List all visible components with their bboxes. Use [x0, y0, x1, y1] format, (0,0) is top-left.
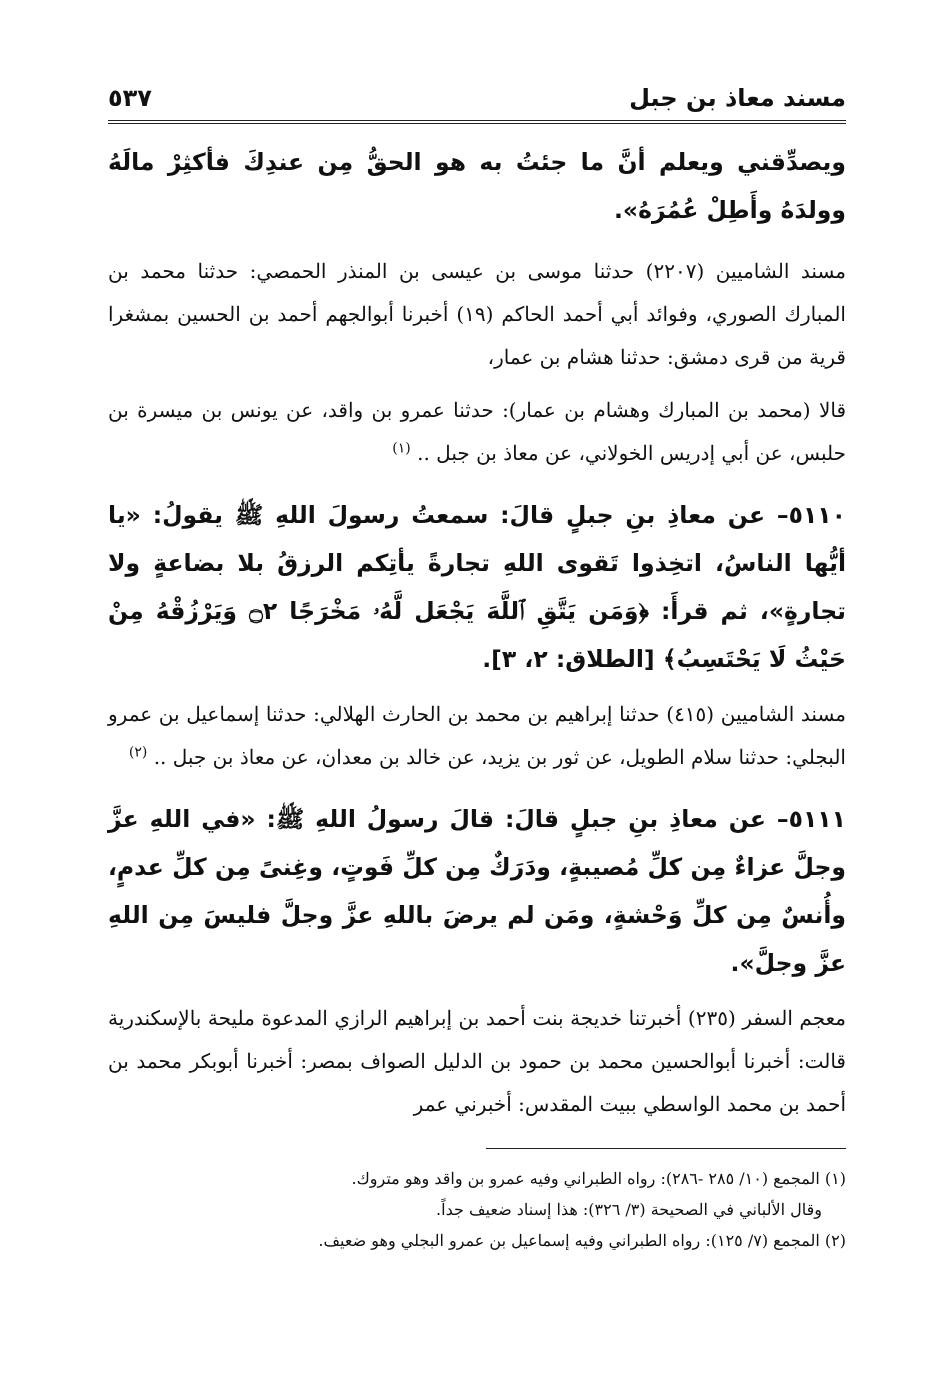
footnote-1-continuation: وقال الألباني في الصحيحة (٣/ ٣٢٦): هذا إسناد ضعيف جداً.: [436, 1200, 822, 1219]
footnote-rule: [486, 1148, 846, 1149]
footnotes: [108, 1163, 846, 1256]
header-rule: [108, 120, 846, 124]
source-paragraph-3: [108, 693, 846, 779]
running-title: مسند معاذ بن جبل: [629, 84, 846, 112]
footnote-ref-2[interactable]: (٢): [128, 744, 148, 761]
hadith-5110-text: ٥١١٠– عن معاذِ بنِ جبلٍ قالَ: سمعتُ رسولَ اللهِ ﷺ يقولُ: «يا أيُّها الناسُ، اتخِذوا تَقوى اللهِ تجارةً يأتِكم الرزقُ بلا بضاعةٍ ولا تجارةٍ»، ثم قرأَ:: [108, 501, 846, 625]
page-number: ٥٣٧: [108, 84, 152, 112]
quran-citation: [الطلاق: ٢، ٣].: [482, 645, 655, 673]
quran-verse: ﴿وَمَن يَتَّقِ ٱللَّهَ يَجْعَل لَّهُۥ مَخْرَجًا ۝٢ وَيَرْزُقْهُ مِنْ حَيْثُ لَا يَحْتَسِبُ﴾: [108, 597, 846, 673]
source-paragraph-1: مسند الشاميين (٢٢٠٧) حدثنا موسى بن عيسى بن المنذر الحمصي: حدثنا محمد بن المبارك الصوري، وفوائد أبي أحمد الحاكم (١٩) أخبرنا أبوالجهم أحمد بن الحسين بمشغرا قرية من قرى دمشق: حدثنا هشام بن عمار،: [108, 259, 847, 369]
hadith-continuation: ويصدِّقني ويعلم أنَّ ما جئتُ به هو الحقُّ مِن عندِكَ فأكثِرْ مالَهُ وولدَهُ وأَطِلْ عُمُرَهُ».: [108, 148, 846, 224]
hadith-5111: ٥١١١– عن معاذِ بنِ جبلٍ قالَ: قالَ رسولُ اللهِ ﷺ: «في اللهِ عزَّ وجلَّ عزاءٌ مِن كلِّ مُصيبةٍ، ودَرَكٌ مِن كلِّ فَوتٍ، وغِنىً مِن كلِّ عدمٍ، وأُنسٌ مِن كلِّ وَحْشةٍ، ومَن لم يرضَ باللهِ عزَّ وجلَّ فليسَ مِن اللهِ عزَّ وجلَّ».: [108, 805, 846, 977]
page-body: [108, 138, 846, 1126]
source-paragraph-2: [108, 389, 846, 475]
source-paragraph-3-text: مسند الشاميين (٤١٥) حدثنا إبراهيم بن محمد بن الحارث الهلالي: حدثنا إسماعيل بن عمرو البجلي: حدثنا سلام الطويل، عن ثور بن يزيد، عن خالد بن معدان، عن معاذ بن جبل ..: [108, 702, 847, 769]
page-header: [108, 78, 846, 120]
hadith-5110: [108, 491, 846, 683]
book-page: [108, 78, 846, 1256]
footnote-1: (١) المجمع (١٠/ ٢٨٥ -٢٨٦): رواه الطبراني وفيه عمرو بن واقد وهو متروك.: [351, 1169, 846, 1188]
footnote-2: (٢) المجمع (٧/ ١٢٥): رواه الطبراني وفيه إسماعيل بن عمرو البجلي وهو ضعيف.: [318, 1231, 846, 1250]
source-paragraph-2-text: قالا (محمد بن المبارك وهشام بن عمار): حدثنا عمرو بن واقد، عن يونس بن ميسرة بن حلبس، عن أبي إدريس الخولاني، عن معاذ بن جبل ..: [108, 398, 846, 465]
source-paragraph-4: معجم السفر (٢٣٥) أخبرتنا خديجة بنت أحمد بن إبراهيم الرازي المدعوة مليحة بالإسكندرية قالت: أخبرنا أبوالحسين محمد بن حمود بن الدليل الصواف بمصر: أخبرنا أبوبكر محمد بن أحمد بن محمد الواسطي ببيت المقدس: أخبرني عمر: [108, 1006, 846, 1116]
footnote-ref-1[interactable]: (١): [392, 440, 411, 457]
